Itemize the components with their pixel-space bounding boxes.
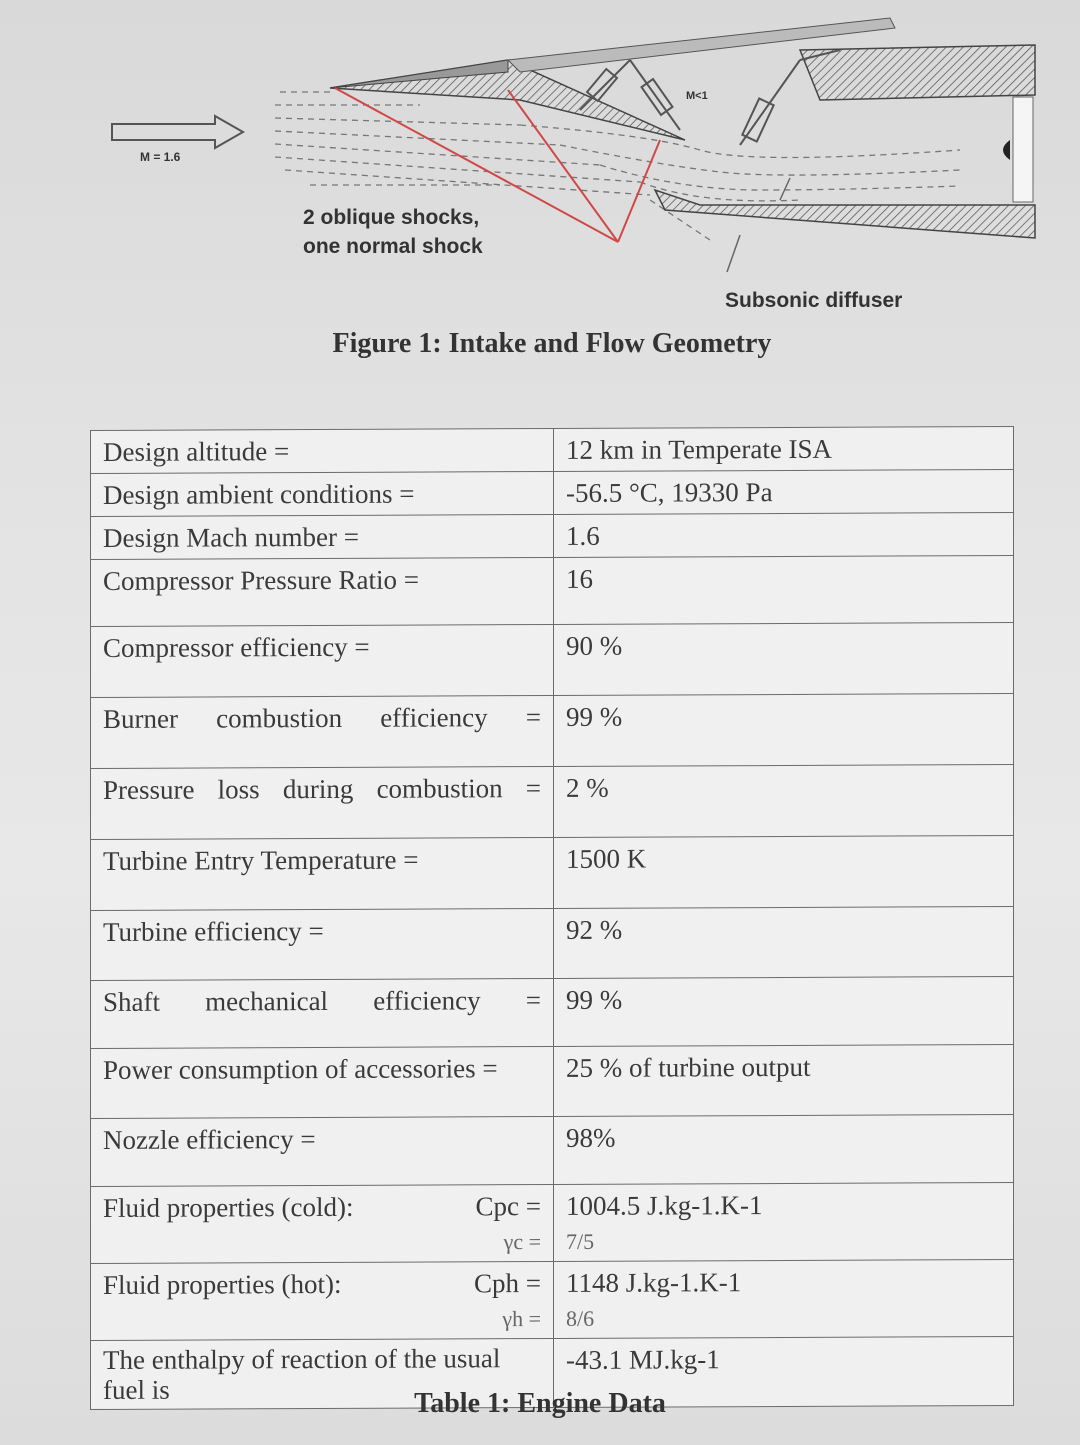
intake-diagram <box>0 0 1080 320</box>
intake-figure <box>0 0 1080 320</box>
freestream-arrow-icon <box>112 116 243 148</box>
table-row: Nozzle efficiency = 98% <box>91 1114 1014 1186</box>
table-row: Compressor efficiency = 90 % <box>91 622 1014 697</box>
table-row: Design Mach number = 1.6 <box>91 512 1014 559</box>
diffuser-leader <box>727 235 740 272</box>
table-caption: Table 1: Engine Data <box>414 1388 666 1419</box>
table-row: Pressure loss during combustion = 2 % <box>91 764 1014 839</box>
upper-wall <box>800 45 1035 100</box>
table-row: Fluid properties (hot): Cph = γh = 1148 J.kg-1.K-1 8/6 <box>91 1259 1014 1340</box>
table-row: Design ambient conditions = -56.5 °C, 19330 Pa <box>91 469 1014 516</box>
diffuser-label: Subsonic diffuser <box>725 289 903 312</box>
table-row: Burner combustion efficiency = 99 % <box>91 693 1014 768</box>
mach-inner-label: M<1 <box>686 90 708 102</box>
table-row: Compressor Pressure Ratio = 16 <box>91 555 1014 626</box>
table-row: Fluid properties (cold): Cpc = γc = 1004.5 J.kg-1.K-1 7/5 <box>91 1182 1014 1263</box>
spinner <box>1003 140 1010 160</box>
table-row: Shaft mechanical efficiency = 99 % <box>91 976 1014 1048</box>
mach-free-label: M = 1.6 <box>140 150 181 164</box>
ramp-actuators <box>580 50 840 145</box>
table-row: The enthalpy of reaction of the usual fuel is -43.1 MJ.kg-1 <box>91 1336 1014 1409</box>
table-row: Turbine Entry Temperature = 1500 K <box>91 835 1014 910</box>
table-row: Design altitude = 12 km in Temperate ISA <box>91 426 1014 473</box>
table-row: Power consumption of accessories = 25 % of turbine output <box>91 1044 1014 1118</box>
figure-caption: Figure 1: Intake and Flow Geometry <box>332 328 772 359</box>
engine-face <box>1013 97 1033 202</box>
engine-data-table <box>90 426 1014 1410</box>
table-row: Turbine efficiency = 92 % <box>91 906 1014 980</box>
lower-wall <box>655 190 1035 238</box>
shock-label-1: 2 oblique shocks, <box>303 206 480 229</box>
shock-label-2: one normal shock <box>303 235 483 258</box>
